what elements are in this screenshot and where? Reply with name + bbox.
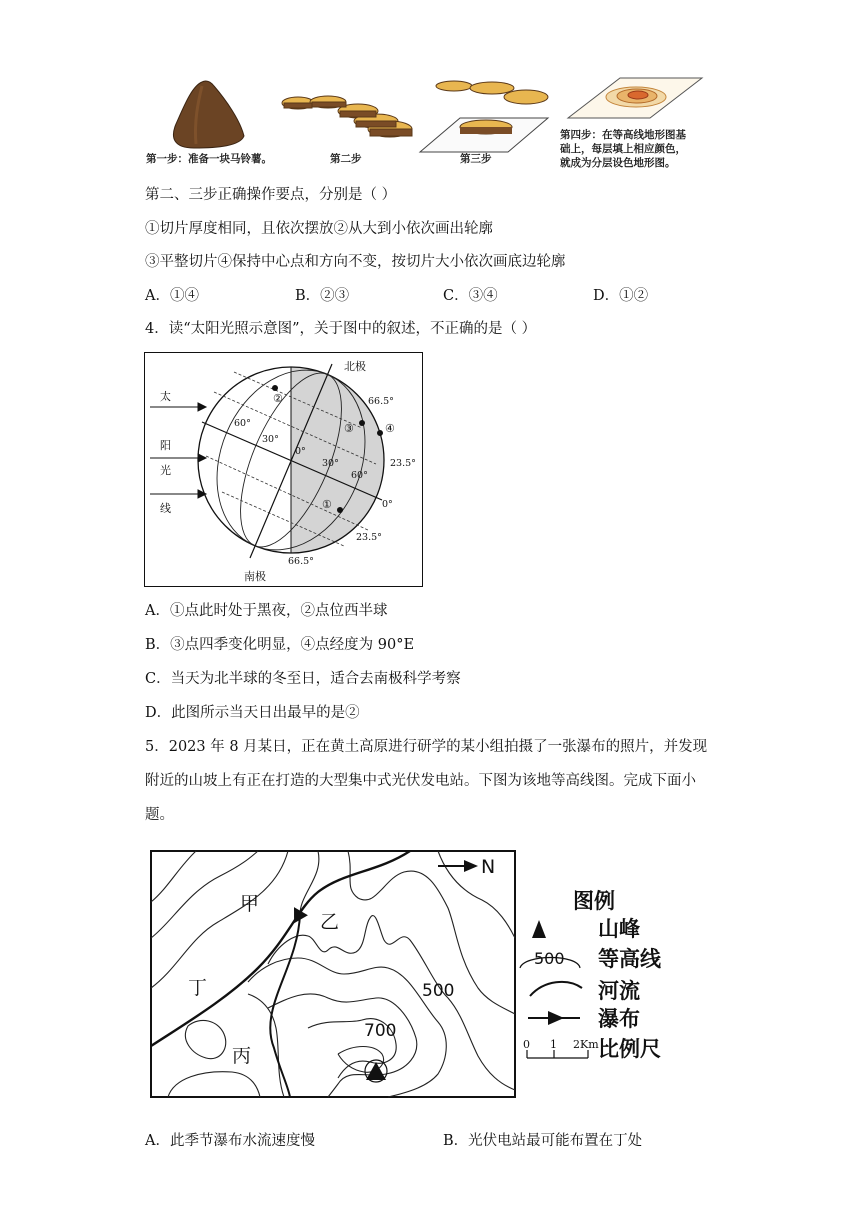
scale-tick-1: 1 [550,1038,557,1051]
step4-caption-line1: 第四步：在等高线地形图基 [560,129,686,141]
lat-label-665n: 66.5° [368,396,394,407]
place-bing: 丙 [232,1045,252,1067]
q3-option-d[interactable]: D．①② [593,288,649,304]
point-2-label: ② [273,392,283,405]
legend-river-label: 河流 [598,979,640,1003]
grid-label-30e: 30° [322,458,339,469]
legend-waterfall-label: 瀑布 [598,1007,640,1031]
map-legend [520,889,662,1061]
sun-char-1: 太 [160,390,171,403]
sun-char-2: 阳 [160,439,171,452]
grid-label-30w: 30° [262,434,279,445]
sunlight-diagram [144,352,423,587]
lat-label-0: 0° [382,499,393,510]
q5-stem-line2: 附近的山坡上有正在打造的大型集中式光伏发电站。下图为该地等高线图。完成下面小 [145,773,696,789]
q5-stem-line3: 题。 [145,807,174,823]
point-4-label: ④ [385,422,395,435]
legend-scale-label: 比例尺 [598,1037,661,1061]
q4-option-c[interactable]: C．当天为北半球的冬至日，适合去南极科学考察 [145,671,461,687]
q5-option-a[interactable]: A．此季节瀑布水流速度慢 [145,1133,315,1149]
lat-label-665s: 66.5° [288,556,314,567]
q3-option-b[interactable]: B．②③ [295,288,350,304]
sun-char-4: 线 [160,502,171,515]
lat-label-235n: 23.5° [390,458,416,469]
grid-label-60e: 60° [351,470,368,481]
scale-tick-0: 0 [523,1038,530,1051]
step4-caption-line2: 础上，每层填上相应颜色， [560,143,686,155]
place-ding: 丁 [188,977,208,999]
q3-statement-2: ③平整切片④保持中心点和方向不变，按切片大小依次画底边轮廓 [145,254,566,270]
place-jia: 甲 [240,893,260,915]
north-pole-label: 北极 [344,360,366,373]
step1-caption: 第一步：准备一块马铃薯。 [146,153,272,165]
q3-option-a[interactable]: A．①④ [145,288,199,304]
q3-option-c[interactable]: C．③④ [443,288,498,304]
sun-char-3: 光 [160,464,171,477]
point-3-label: ③ [344,422,354,435]
north-label: N [481,856,496,878]
legend-contour-value: 500 [534,949,565,968]
grid-label-60w: 60° [234,418,251,429]
grid-label-0: 0° [295,446,306,457]
legend-peak-icon [532,920,546,938]
south-pole-label: 南极 [244,570,266,583]
potato-steps-figure [140,72,710,172]
q4-stem: 4．读“太阳光照示意图”，关于图中的叙述，不正确的是（ ） [145,321,537,337]
legend-river-icon [530,982,582,996]
q4-option-a[interactable]: A．①点此时处于黑夜，②点位西半球 [145,603,388,619]
q3-statement-1: ①切片厚度相同，且依次摆放②从大到小依次画出轮廓 [145,221,493,237]
q4-option-d[interactable]: D．此图所示当天日出最早的是② [145,705,360,721]
point-1-label: ① [322,498,332,511]
legend-contour-label: 等高线 [598,947,661,971]
step4-caption-line3: 就成为分层设色地形图。 [560,157,676,169]
q4-option-b[interactable]: B．③点四季变化明显，④点经度为 90°E [145,637,415,653]
legend-peak-label: 山峰 [598,917,640,941]
place-yi: 乙 [320,911,340,933]
q5-stem-line1: 5．2023 年 8 月某日，正在黄土高原进行研学的某小组拍摄了一张瀑布的照片，并发现 [145,739,708,755]
scale-tick-2: 2Km [573,1038,599,1051]
contour-label-700: 700 [364,1021,397,1041]
lat-label-235s: 23.5° [356,532,382,543]
contour-map-figure [148,848,708,1100]
step3-caption: 第三步 [460,153,492,165]
step2-caption: 第二步 [330,153,362,165]
q5-option-b[interactable]: B．光伏电站最可能布置在丁处 [443,1133,643,1149]
q3-stem: 第二、三步正确操作要点，分别是（ ） [145,187,397,203]
legend-title: 图例 [573,889,615,913]
contour-label-500: 500 [422,981,455,1001]
